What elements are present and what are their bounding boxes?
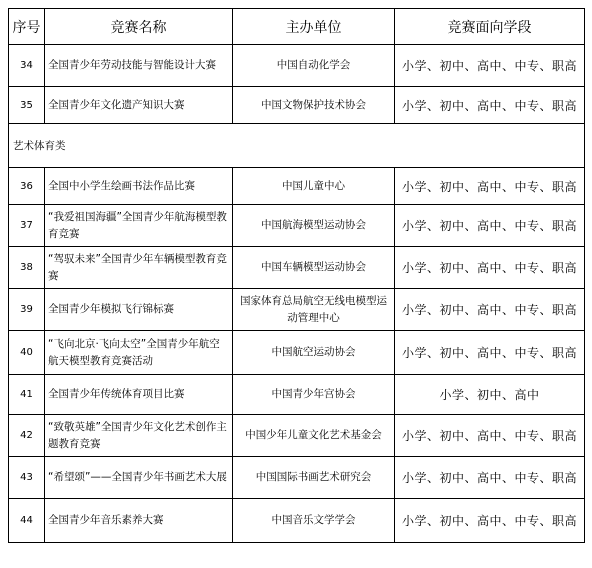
row-school-stage: 小学、初中、高中、中专、职高	[395, 457, 585, 499]
row-school-stage: 小学、初中、高中、中专、职高	[395, 289, 585, 331]
row-competition-name: “致敬英雄”全国青少年文化艺术创作主题教育竞赛	[45, 415, 233, 457]
row-organizer: 中国音乐文学学会	[233, 499, 395, 543]
row-organizer: 中国自动化学会	[233, 45, 395, 87]
header-school-stage: 竞赛面向学段	[395, 9, 585, 45]
row-competition-name: “驾驭未来”全国青少年车辆模型教育竞赛	[45, 247, 233, 289]
row-serial-number: 41	[9, 375, 45, 415]
table-row	[9, 168, 585, 205]
row-serial-number: 37	[9, 205, 45, 247]
row-serial-number: 35	[9, 87, 45, 124]
row-school-stage: 小学、初中、高中、中专、职高	[395, 168, 585, 205]
section-title: 艺术体育类	[9, 124, 585, 168]
section-row-arts-sports	[9, 124, 585, 168]
row-serial-number: 44	[9, 499, 45, 543]
table-row	[9, 205, 585, 247]
row-organizer: 中国国际书画艺术研究会	[233, 457, 395, 499]
row-competition-name: 全国青少年劳动技能与智能设计大赛	[45, 45, 233, 87]
table-row	[9, 415, 585, 457]
row-competition-name: “我爱祖国海疆”全国青少年航海模型教育竞赛	[45, 205, 233, 247]
table-row	[9, 499, 585, 543]
row-competition-name: 全国青少年模拟飞行锦标赛	[45, 289, 233, 331]
header-serial-number: 序号	[9, 9, 45, 45]
table-row	[9, 87, 585, 124]
row-serial-number: 36	[9, 168, 45, 205]
row-school-stage: 小学、初中、高中	[395, 375, 585, 415]
row-serial-number: 39	[9, 289, 45, 331]
row-school-stage: 小学、初中、高中、中专、职高	[395, 499, 585, 543]
row-organizer: 中国文物保护技术协会	[233, 87, 395, 124]
header-organizer: 主办单位	[233, 9, 395, 45]
row-competition-name: 全国青少年音乐素养大赛	[45, 499, 233, 543]
row-school-stage: 小学、初中、高中、中专、职高	[395, 331, 585, 375]
competition-table	[8, 8, 585, 543]
header-competition-name: 竞赛名称	[45, 9, 233, 45]
row-organizer: 中国儿童中心	[233, 168, 395, 205]
row-competition-name: 全国青少年传统体育项目比赛	[45, 375, 233, 415]
row-organizer: 中国少年儿童文化艺术基金会	[233, 415, 395, 457]
row-organizer: 中国航空运动协会	[233, 331, 395, 375]
row-organizer: 国家体育总局航空无线电模型运动管理中心	[233, 289, 395, 331]
table-row	[9, 45, 585, 87]
row-competition-name: “希望颂”——全国青少年书画艺术大展	[45, 457, 233, 499]
table-row	[9, 457, 585, 499]
row-organizer: 中国车辆模型运动协会	[233, 247, 395, 289]
table-row	[9, 247, 585, 289]
table-row	[9, 375, 585, 415]
row-school-stage: 小学、初中、高中、中专、职高	[395, 247, 585, 289]
row-competition-name: 全国中小学生绘画书法作品比赛	[45, 168, 233, 205]
row-serial-number: 38	[9, 247, 45, 289]
row-competition-name: “飞向北京·飞向太空”全国青少年航空航天模型教育竞赛活动	[45, 331, 233, 375]
row-serial-number: 42	[9, 415, 45, 457]
row-organizer: 中国青少年宫协会	[233, 375, 395, 415]
table-header-row	[9, 9, 585, 45]
competition-list-sheet	[8, 8, 584, 543]
row-school-stage: 小学、初中、高中、中专、职高	[395, 45, 585, 87]
row-school-stage: 小学、初中、高中、中专、职高	[395, 415, 585, 457]
row-competition-name: 全国青少年文化遗产知识大赛	[45, 87, 233, 124]
row-serial-number: 34	[9, 45, 45, 87]
table-row	[9, 289, 585, 331]
table-row	[9, 331, 585, 375]
row-organizer: 中国航海模型运动协会	[233, 205, 395, 247]
row-serial-number: 40	[9, 331, 45, 375]
row-school-stage: 小学、初中、高中、中专、职高	[395, 87, 585, 124]
row-school-stage: 小学、初中、高中、中专、职高	[395, 205, 585, 247]
row-serial-number: 43	[9, 457, 45, 499]
